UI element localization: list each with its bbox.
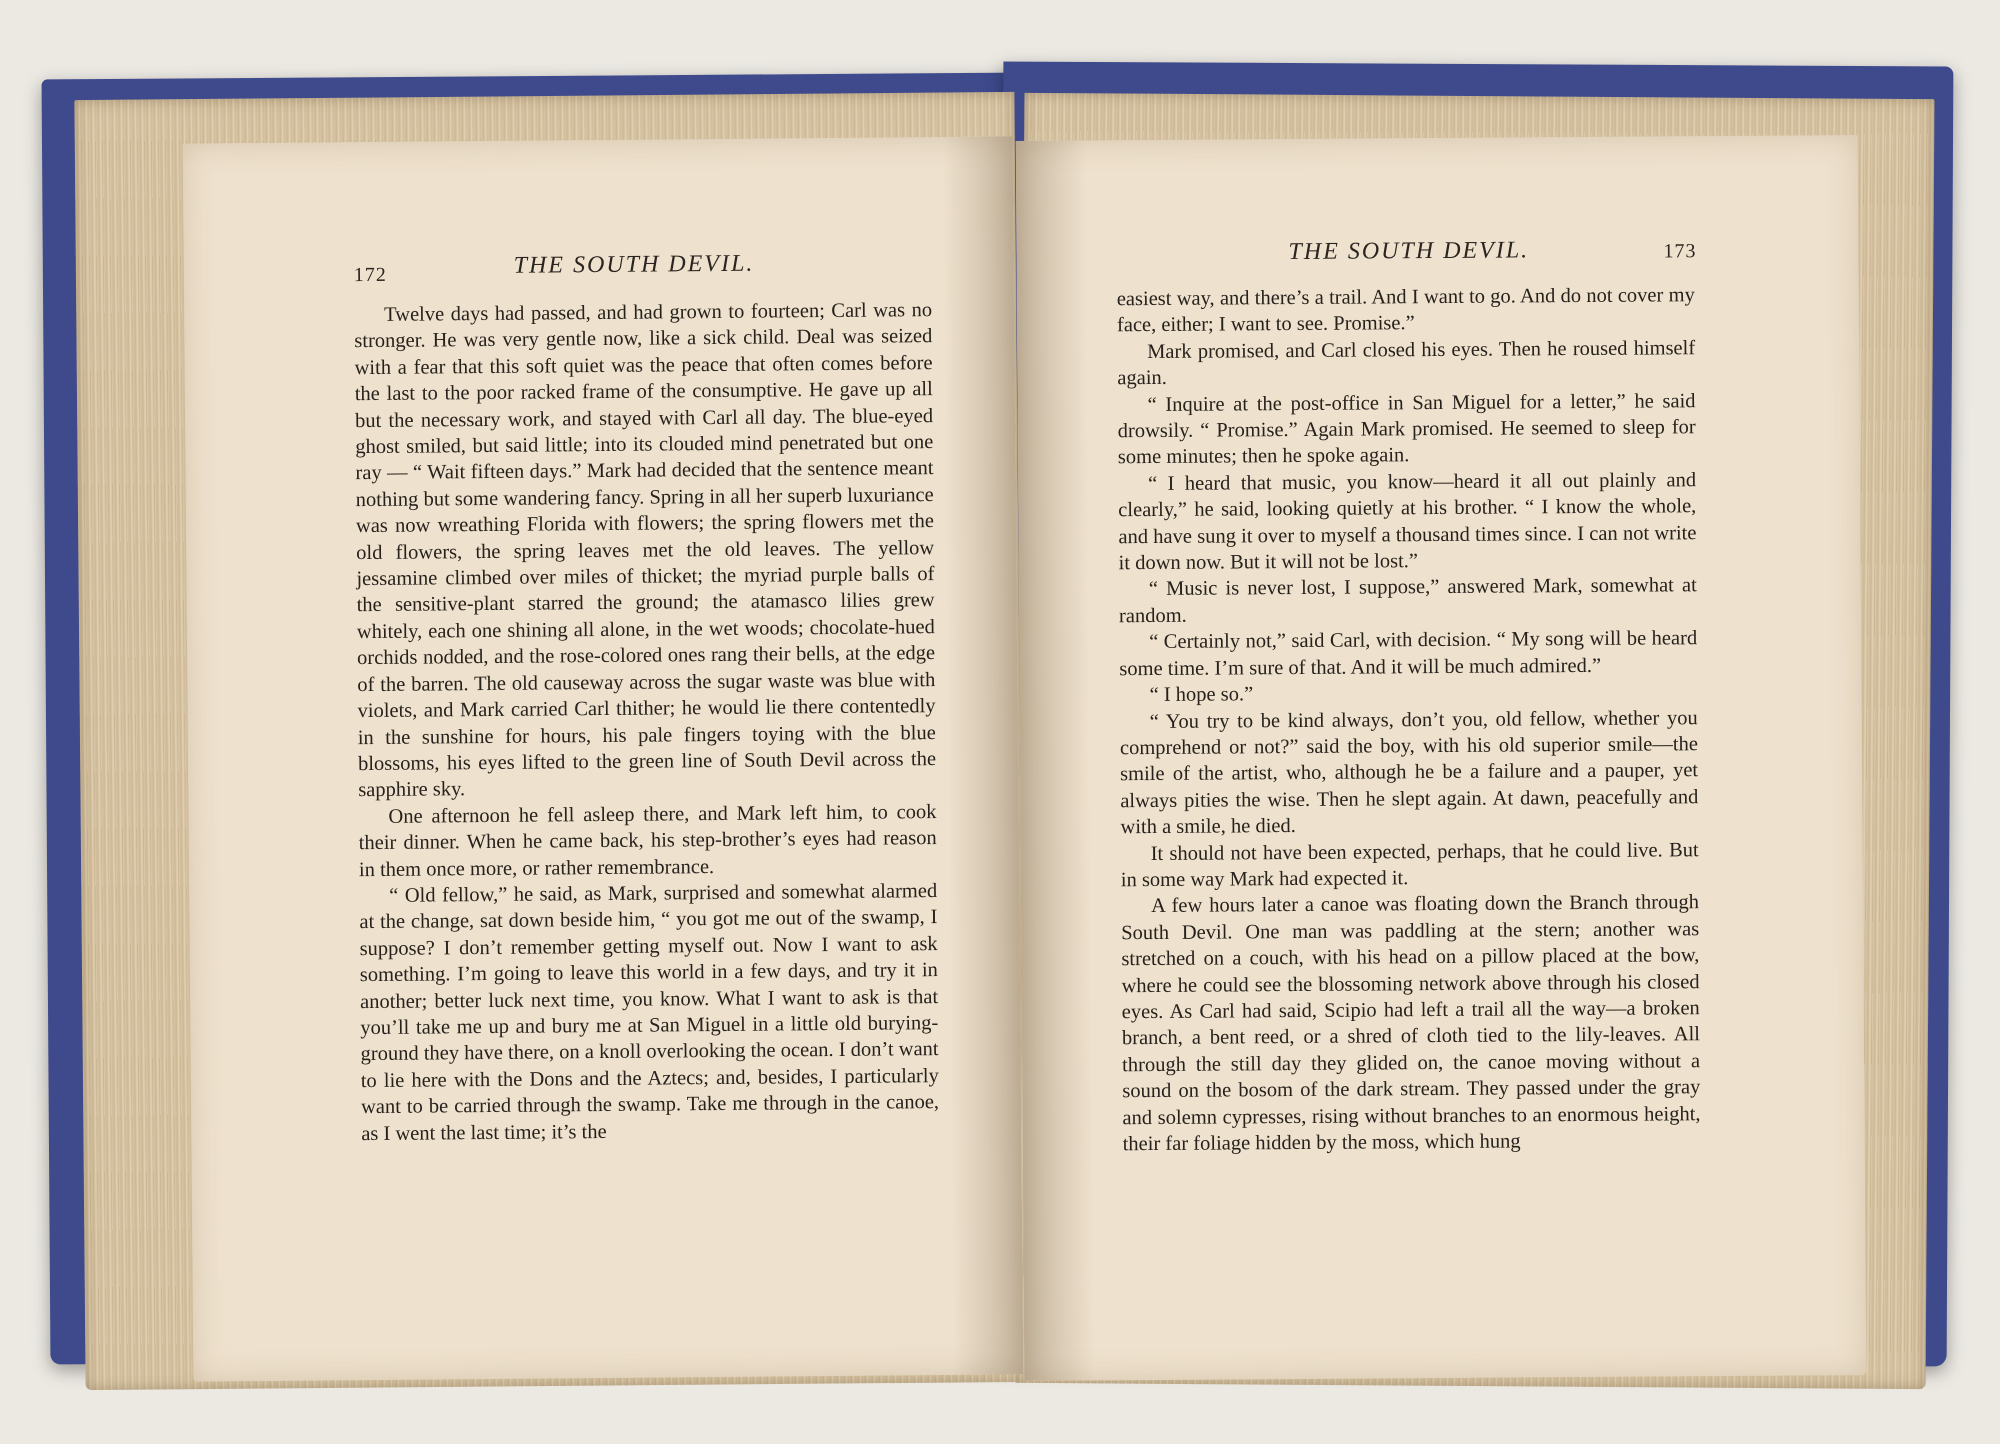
paragraph: “ You try to be kind always, don’t you, old fellow, whether you comprehend or not?” said the boy, with his old superior smile—the smile of the artist, who, although he be a failure and a pauper, yet always pities the wise. Then he slept again. At dawn, peacefully and with a smile, he died.	[1119, 706, 1699, 839]
page-number: 173	[1663, 240, 1697, 263]
running-head: THE SOUTH DEVIL.	[1288, 237, 1530, 266]
running-head: THE SOUTH DEVIL.	[513, 250, 755, 279]
gutter-shadow	[943, 136, 1024, 1375]
paragraph: easiest way, and there’s a trail. And I want to go. And do not cover my face, either; I want to see. Promise.”	[1116, 284, 1695, 337]
page-body	[354, 297, 939, 1147]
left-page	[183, 136, 1024, 1381]
paragraph: Twelve days had passed, and had grown to fourteen; Carl was no stronger. He was very gentle now, like a sick child. Deal was seized with a fear that this soft quiet was the peace that often comes before the last to the poor racked frame of the consumptive. He gave up all but the necessary work, and stayed with Carl all day. The blue-eyed ghost smiled, but said little; into its clouded mind penetrated but one ray — “ Wait fifteen days.” Mark had decided that the sentence meant nothing but some wandering fancy. Spring in all her superb luxuriance was now wreathing Florida with flowers; the spring flowers met the old flowers, the spring leaves met the old leaves. The yellow jessamine climbed over miles of thicket; the myriad purple balls of the sensitive-plant starred the ground; the atamasco lilies grew whitely, each one shining all alone, in the wet woods; chocolate-hued orchids nodded, and the rose-colored ones rang their bells, at the edge of the barren. The old causeway across the sugar waste was blue with violets, and Mark carried Carl thither; he would lie there contentedly in the sunshine for hours, his pale fingers toying with the blue blossoms, his eyes lifted to the green line of South Devil across the sapphire sky.	[354, 299, 937, 802]
page-number: 172	[353, 263, 387, 287]
page-body	[1117, 282, 1701, 1157]
paragraph: “ Inquire at the post-office in San Miguel for a letter,” he said drowsily. “ Promise.” Again Mark promised. He seemed to sleep for some minutes; then he spoke again.	[1117, 389, 1696, 469]
paragraph: It should not have been expected, perhaps, that he could live. But in some way Mark had expected it.	[1120, 838, 1699, 892]
gutter-shadow	[1016, 140, 1095, 1380]
paragraph: “ I heard that music, you know—heard it all out plainly and clearly,” he said, looking quietly at his brother. “ I know the whole, and have sung it over to myself a thousand times since. I can not write it down now. But it will not be lost.”	[1118, 469, 1697, 575]
paragraph: Mark promised, and Carl closed his eyes. Then he roused himself again.	[1117, 337, 1696, 390]
paragraph: One afternoon he fell asleep there, and Mark left him, to cook their dinner. When he came back, his step-brother’s eyes had reason in them once more, or rather remembrance.	[358, 800, 937, 881]
paragraph: “ Old fellow,” he said, as Mark, surprised and somewhat alarmed at the change, sat down beside him, “ you got me out of the swamp, I suppose? I don’t remember getting myself out. Now I want to ask something. I’m going to leave this world in a few days, and try it in another; better luck next time, you know. What I want to ask is that you’ll take me up and bury me at San Miguel in a little old burying-ground they have there, on a knoll overlooking the ocean. I don’t want to lie here with the Dons and the Aztecs; and, besides, I particularly want to be carried through the swamp. Take me through in the canoe, as I went the last time; it’s the	[359, 880, 940, 1145]
right-page	[1016, 135, 1867, 1381]
paragraph: “ Music is never lost, I suppose,” answered Mark, somewhat at random.	[1118, 574, 1697, 628]
paragraph: “ I hope so.”	[1149, 683, 1254, 707]
paragraph: “ Certainly not,” said Carl, with decision. “ My song will be heard some time. I’m sure of that. And it will be much admired.”	[1119, 627, 1698, 680]
paragraph: A few hours later a canoe was floating down the Branch through South Devil. One man was paddling at the stern; another was stretched on a couch, with his head on a pillow placed at the bow, where he could see the blossoming network above through his closed eyes. As Carl had said, Scipio had left a trail all the way—a broken branch, a bent reed, or a shred of cloth tied to the lily-leaves. All through the still day they glided on, the canoe moving without a sound on the bosom of the dark stream. They passed under the gray and solemn cypresses, rising without branches to an enormous height, their far foliage hidden by the moss, which hung	[1121, 891, 1701, 1156]
